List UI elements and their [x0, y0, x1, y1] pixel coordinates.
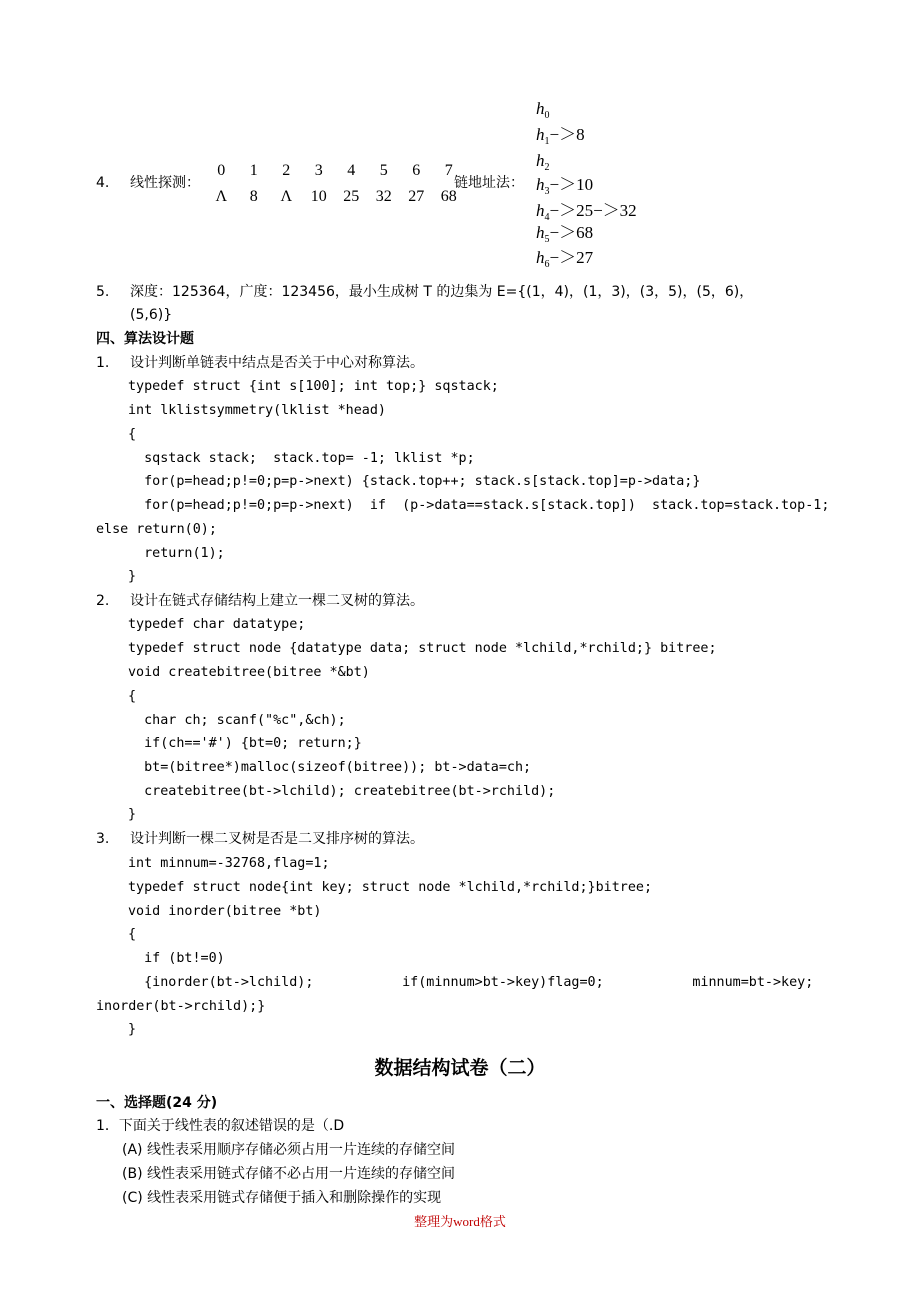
mc1-option-b: (B) 线性表采用链式存储不必占用一片连续的存储空间 — [122, 1166, 455, 1182]
code-line: { — [128, 927, 137, 942]
algo2-title: 设计在链式存储结构上建立一棵二叉树的算法。 — [130, 593, 424, 609]
algo3-number: 3. — [96, 831, 110, 847]
q4-chain-label: 链地址法： — [454, 175, 524, 191]
algo1-title: 设计判断单链表中结点是否关于中心对称算法。 — [130, 355, 424, 371]
code-line: if(ch=='#') {bt=0; return;} — [128, 736, 362, 751]
code-line: sqstack stack; stack.top= -1; lklist *p; — [128, 451, 475, 466]
hash-index: 7 — [444, 162, 453, 179]
part1-heading: 一、选择题(24 分) — [96, 1095, 218, 1111]
hash-index: 5 — [379, 162, 388, 179]
section4-heading: 四、算法设计题 — [96, 331, 194, 347]
q5-number: 5. — [96, 284, 110, 300]
code-line: typedef struct {int s[100]; int top;} sqstack; — [128, 379, 499, 394]
chain-h2: $h_2$ — [536, 151, 550, 173]
code-line: char ch; scanf("%c",&ch); — [128, 713, 346, 728]
code-line: typedef struct node{int key; struct node *lchild,*rchild;}bitree; — [128, 880, 653, 895]
hash-value: 25 — [343, 188, 360, 205]
chain-h1: $h_1->8$ — [536, 125, 585, 147]
hash-value: Λ — [215, 188, 228, 205]
code-line: { — [128, 689, 137, 704]
code-line: { — [128, 427, 137, 442]
hash-index: 2 — [282, 162, 291, 179]
code-line: void inorder(bitree *bt) — [128, 904, 322, 919]
hash-value: 8 — [249, 188, 258, 205]
exam2-title: 数据结构试卷（二） — [374, 1057, 546, 1079]
chain-h6: $h_6->27$ — [536, 248, 594, 270]
code-line: } — [128, 807, 137, 822]
hash-value-row — [205, 184, 465, 210]
chain-h0: $h_0$ — [536, 99, 550, 121]
q4-number: 4. — [96, 175, 110, 191]
code-line: for(p=head;p!=0;p=p->next) {stack.top++; stack.s[stack.top]=p->data;} — [128, 474, 701, 489]
code-line: int minnum=-32768,flag=1; — [128, 856, 330, 871]
code-line: if (bt!=0) — [128, 951, 225, 966]
code-line: else return(0); — [96, 522, 217, 537]
hash-index: 4 — [347, 162, 356, 179]
mc1-option-c: (C) 线性表采用链式存储便于插入和删除操作的实现 — [122, 1190, 442, 1206]
hash-index: 0 — [217, 162, 226, 179]
code-line: for(p=head;p!=0;p=p->next) if (p->data==stack.s[stack.top]) stack.top=stack.top-1; — [128, 498, 830, 513]
code-line: inorder(bt->rchild);} — [96, 999, 266, 1014]
algo1-number: 1. — [96, 355, 110, 371]
hash-index-row — [205, 158, 465, 184]
code-line: void createbitree(bitree *&bt) — [128, 665, 370, 680]
hash-index: 1 — [249, 162, 258, 179]
code-line: bt=(bitree*)malloc(sizeof(bitree)); bt->data=ch; — [128, 760, 532, 775]
code-line: int lklistsymmetry(lklist *head) — [128, 403, 386, 418]
code-line: typedef struct node {datatype data; struct node *lchild,*rchild;} bitree; — [128, 641, 717, 656]
algo2-number: 2. — [96, 593, 110, 609]
code-line: } — [128, 569, 137, 584]
algo3-title: 设计判断一棵二叉树是否是二叉排序树的算法。 — [130, 831, 424, 847]
code-line: return(1); — [128, 546, 225, 561]
code-line: } — [128, 1022, 137, 1037]
q5-text-line1: 深度：125364，广度：123456，最小生成树 T 的边集为 E={(1，4)，(1，3)，(3，5)，(5，6)， — [130, 284, 754, 300]
code-line: typedef char datatype; — [128, 617, 306, 632]
code-line: {inorder(bt->lchild); if(minnum>bt->key)flag=0; minnum=bt->key; — [128, 975, 814, 990]
mc1-stem: 1．下面关于线性表的叙述错误的是（.D — [96, 1118, 345, 1134]
hash-value: 68 — [440, 188, 457, 205]
hash-value: 32 — [375, 188, 392, 205]
code-line: createbitree(bt->lchild); createbitree(bt->rchild); — [128, 784, 556, 799]
hash-value: 10 — [310, 188, 327, 205]
chain-h4: $h_4->25->32$ — [536, 201, 637, 223]
hash-index: 6 — [412, 162, 421, 179]
q5-text-line2: (5,6)} — [130, 307, 173, 323]
q4-linear-label: 线性探测： — [130, 175, 200, 191]
chain-h3: $h_3->10$ — [536, 175, 594, 197]
hash-table — [205, 158, 465, 210]
hash-value: Λ — [280, 188, 293, 205]
hash-value: 27 — [408, 188, 425, 205]
hash-index: 3 — [314, 162, 323, 179]
mc1-option-a: (A) 线性表采用顺序存储必须占用一片连续的存储空间 — [122, 1142, 455, 1158]
chain-h5: $h_5->68$ — [536, 223, 594, 245]
footer-watermark: 整理为word格式 — [414, 1214, 506, 1229]
